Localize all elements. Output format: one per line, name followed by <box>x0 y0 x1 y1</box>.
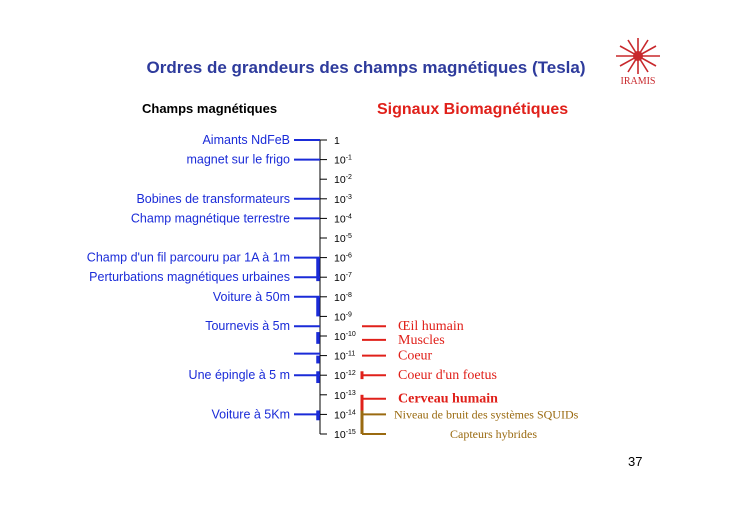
scale-label: $10^{-13}$ <box>334 389 356 402</box>
scale-label: $10^{-2}$ <box>334 174 352 187</box>
magnetic-fields-header: Champs magnétiques <box>142 101 278 116</box>
magnetic-field-label: Tournevis à 5m <box>205 319 290 334</box>
scale-label: $10^{-9}$ <box>334 311 352 324</box>
scale-label: $10^{-10}$ <box>334 331 356 343</box>
magnetic-field-label: Une épingle à 5 m <box>188 368 290 383</box>
scale-label: 1 <box>334 135 340 147</box>
bio-signal-label: Œil humain <box>398 319 464 335</box>
scale-label: $10^{-4}$ <box>334 213 352 226</box>
magnetic-field-label: Champ d'un fil parcouru par 1A à 1m <box>86 250 290 265</box>
scale-label: $10^{-7}$ <box>334 272 352 285</box>
scale-label: $10^{-8}$ <box>334 291 352 304</box>
magnetic-field-label: Perturbations magnétiques urbaines <box>89 270 290 285</box>
magnetic-field-label: Aimants NdFeB <box>202 133 290 147</box>
scale-label: $10^{-15}$ <box>334 429 356 441</box>
magnetic-field-label: Bobines de transformateurs <box>136 191 290 206</box>
magnetic-field-label: magnet sur le frigo <box>186 152 290 167</box>
bio-signal-label: Coeur <box>398 348 433 364</box>
scale-label: $10^{-11}$ <box>334 350 356 363</box>
scale-label: $10^{-6}$ <box>334 252 352 265</box>
scale-label: $10^{-1}$ <box>334 154 352 167</box>
page-number: 37 <box>628 454 643 469</box>
magnetic-field-label: Champ magnétique terrestre <box>130 211 290 226</box>
scale-label: $10^{-3}$ <box>334 193 352 206</box>
scale-label: $10^{-5}$ <box>334 233 352 245</box>
scale-label: $10^{-12}$ <box>334 370 356 383</box>
bio-signal-label: Niveau de bruit des systèmes SQUIDs <box>394 407 579 422</box>
biomagnetic-signals-header: Signaux Biomagnétiques <box>377 101 569 118</box>
bio-signal-label: Muscles <box>398 332 445 348</box>
bio-signal-label: Coeur d'un foetus <box>398 368 497 384</box>
bio-signal-label: Capteurs hybrides <box>450 427 537 441</box>
logo-text: IRAMIS <box>620 76 656 87</box>
bio-signal-label: Cerveau humain <box>398 391 498 407</box>
scale-label: $10^{-14}$ <box>334 409 356 422</box>
page-title: Ordres de grandeurs des champs magnétiques (Tesla) <box>146 58 586 77</box>
magnetic-field-label: Voiture à 50m <box>212 289 290 304</box>
magnetic-field-label: Voiture à 5Km <box>211 407 290 422</box>
